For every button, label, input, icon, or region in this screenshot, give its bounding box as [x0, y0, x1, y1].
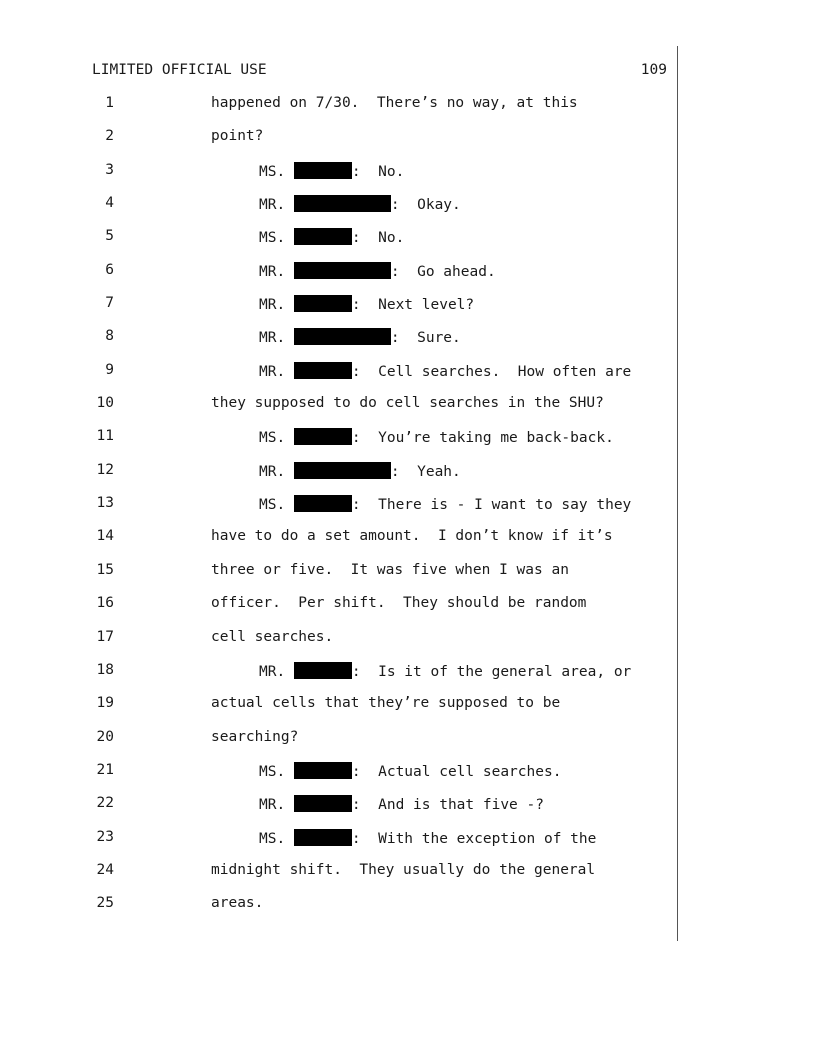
transcript-line	[0, 854, 816, 887]
speaker-line	[259, 829, 596, 847]
redaction-box	[294, 362, 352, 379]
transcript-lines	[0, 87, 816, 921]
line-text: searching?	[211, 728, 299, 745]
speech-text: : And is that five -?	[351, 797, 544, 814]
speaker-line	[259, 662, 631, 680]
redaction-box	[294, 795, 352, 812]
line-number: 7	[105, 295, 114, 312]
line-number: 18	[96, 661, 114, 678]
speech-text: : Next level?	[351, 297, 475, 314]
speaker-title: MR.	[259, 663, 294, 680]
transcript-line	[0, 220, 816, 253]
speaker-title: MS.	[259, 163, 294, 180]
speaker-title: MR.	[259, 263, 294, 280]
line-number: 2	[105, 128, 114, 145]
transcript-line	[0, 721, 816, 754]
line-text: midnight shift. They usually do the general	[211, 861, 596, 878]
speaker-title: MS.	[259, 830, 294, 847]
speaker-line	[259, 762, 561, 780]
line-number: 25	[96, 895, 114, 912]
transcript-line	[0, 420, 816, 453]
speaker-line	[259, 162, 404, 180]
redaction-box	[294, 295, 352, 312]
redaction-box	[294, 662, 352, 679]
speech-text: : Okay.	[390, 197, 461, 214]
line-number: 10	[96, 395, 114, 412]
speaker-title: MS.	[259, 430, 294, 447]
line-text: they supposed to do cell searches in the SHU?	[211, 395, 604, 412]
redaction-box	[294, 462, 391, 479]
speaker-title: MS.	[259, 763, 294, 780]
transcript-line	[0, 587, 816, 620]
redaction-box	[294, 228, 352, 245]
transcript-line	[0, 454, 816, 487]
transcript-line	[0, 120, 816, 153]
line-number: 16	[96, 595, 114, 612]
line-number: 22	[96, 795, 114, 812]
speaker-title: MR.	[259, 363, 294, 380]
speech-text: : No.	[351, 163, 405, 180]
line-number: 5	[105, 228, 114, 245]
transcript-line	[0, 254, 816, 287]
speech-text: : You’re taking me back-back.	[351, 430, 614, 447]
transcript-line	[0, 154, 816, 187]
line-number: 21	[96, 761, 114, 778]
speaker-line	[259, 295, 474, 313]
speaker-line	[259, 328, 461, 346]
line-number: 19	[96, 695, 114, 712]
line-number: 9	[105, 361, 114, 378]
speech-text: : Go ahead.	[390, 263, 496, 280]
transcript-line	[0, 387, 816, 420]
transcript-line	[0, 320, 816, 353]
redaction-box	[294, 262, 391, 279]
line-number: 4	[105, 195, 114, 212]
transcript-line	[0, 187, 816, 220]
line-text: actual cells that they’re supposed to be	[211, 695, 561, 712]
line-text: happened on 7/30. There’s no way, at this	[211, 95, 578, 111]
transcript-line	[0, 87, 816, 120]
transcript-line	[0, 621, 816, 654]
speech-text: : Actual cell searches.	[351, 763, 562, 780]
redaction-box	[294, 762, 352, 779]
transcript-line	[0, 520, 816, 553]
speaker-title: MR.	[259, 797, 294, 814]
line-number: 17	[96, 628, 114, 645]
speaker-line	[259, 795, 544, 813]
line-text: areas.	[211, 895, 264, 912]
speaker-title: MR.	[259, 463, 294, 480]
speech-text: : Yeah.	[390, 463, 461, 480]
transcript-line	[0, 654, 816, 687]
line-number: 6	[105, 261, 114, 278]
speaker-title: MS.	[259, 230, 294, 247]
speaker-line	[259, 195, 461, 213]
speaker-title: MR.	[259, 197, 294, 214]
transcript-line	[0, 287, 816, 320]
redaction-box	[294, 162, 352, 179]
speech-text: : No.	[351, 230, 405, 247]
line-number: 23	[96, 828, 114, 845]
transcript-line	[0, 354, 816, 387]
redaction-box	[294, 195, 391, 212]
speaker-line	[259, 228, 404, 246]
transcript-line	[0, 787, 816, 820]
transcript-line	[0, 554, 816, 587]
speaker-title: MR.	[259, 330, 294, 347]
speech-text: : Cell searches. How often are	[351, 363, 632, 380]
speech-text: : With the exception of the	[351, 830, 597, 847]
speaker-line	[259, 428, 614, 446]
classification-header: LIMITED OFFICIAL USE	[92, 62, 267, 78]
speech-text: : Sure.	[390, 330, 461, 347]
line-number: 14	[96, 528, 114, 545]
redaction-box	[294, 428, 352, 445]
line-number: 8	[105, 328, 114, 345]
redaction-box	[294, 495, 352, 512]
transcript-line	[0, 821, 816, 854]
redaction-box	[294, 829, 352, 846]
speaker-title: MR.	[259, 297, 294, 314]
line-number: 1	[105, 95, 114, 111]
line-text: three or five. It was five when I was an	[211, 561, 569, 578]
speaker-title: MS.	[259, 497, 294, 514]
speaker-line	[259, 495, 631, 513]
line-text: cell searches.	[211, 628, 334, 645]
line-number: 11	[96, 428, 114, 445]
speech-text: : There is - I want to say they	[351, 497, 632, 514]
page-number: 109	[640, 62, 667, 78]
line-number: 24	[96, 861, 114, 878]
transcript-line	[0, 487, 816, 520]
line-number: 15	[96, 561, 114, 578]
line-text: have to do a set amount. I don’t know if it’s	[211, 528, 613, 545]
line-number: 3	[105, 161, 114, 178]
speech-text: : Is it of the general area, or	[351, 663, 632, 680]
speaker-line	[259, 262, 496, 280]
transcript-line	[0, 687, 816, 720]
line-text: officer. Per shift. They should be random	[211, 595, 587, 612]
transcript-line	[0, 887, 816, 920]
redaction-box	[294, 328, 391, 345]
line-number: 12	[96, 461, 114, 478]
transcript-line	[0, 754, 816, 787]
speaker-line	[259, 462, 461, 480]
line-number: 13	[96, 495, 114, 512]
line-text: point?	[211, 128, 264, 145]
line-number: 20	[96, 728, 114, 745]
speaker-line	[259, 362, 631, 380]
